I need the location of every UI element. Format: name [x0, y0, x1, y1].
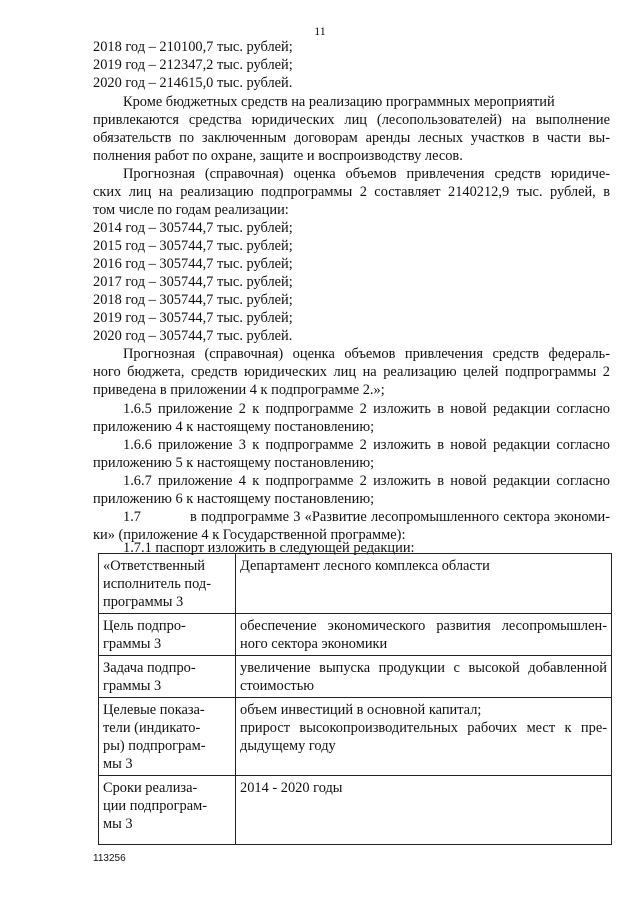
text-line: 2016 год – 305744,7 тыс. рублей; — [93, 256, 293, 272]
text-line: Прогнозная (справочная) оценка объемов привлечения средств юридиче- — [123, 166, 610, 182]
text-line: 1.6.6 приложение 3 к подпрограмме 2 изложить в новой редакции согласно — [123, 437, 610, 453]
text-line: 1.6.7 приложение 4 к подпрограмме 2 изложить в новой редакции согласно — [123, 473, 610, 489]
row-value-line: стоимостью — [240, 678, 315, 694]
row-value-line: ного сектора экономики — [240, 636, 388, 652]
row-value-line: Департамент лесного комплекса области — [240, 558, 490, 574]
text-line: 1.7.1 паспорт изложить в следующей редакции: — [123, 540, 415, 556]
text-line: Кроме бюджетных средств на реализацию программных мероприятий — [123, 94, 555, 110]
row-value-line: обеспечение экономического развития лесопромышлен- — [240, 618, 607, 634]
row-label-cell — [99, 656, 236, 698]
section-number: 1.7 — [123, 509, 141, 525]
table-row — [99, 554, 612, 614]
table-row — [99, 656, 612, 698]
row-value-line: 2014 - 2020 годы — [240, 780, 343, 796]
text-line: приложению 6 к настоящему постановлению; — [93, 491, 375, 507]
page-number: 11 — [314, 24, 326, 38]
row-label-line: Задача подпро- — [103, 660, 196, 676]
text-line: 1.6.5 приложение 2 к подпрограмме 2 изложить в новой редакции согласно — [123, 401, 610, 417]
text-line: приложению 4 к настоящему постановлению; — [93, 419, 375, 435]
passport-table — [98, 553, 612, 845]
text-line: в подпрограмме 3 «Развитие лесопромышленного сектора экономи- — [190, 509, 610, 525]
text-line: Прогнозная (справочная) оценка объемов привлечения средств федераль- — [123, 346, 610, 362]
row-label-line: Целевые показа- — [103, 702, 205, 718]
text-line: обязательств по заключенным договорам аренды лесных участков в части вы- — [93, 130, 610, 146]
row-label-line: ции подпрограм- — [103, 798, 207, 814]
row-value-cell — [236, 776, 612, 845]
row-value-line: увеличение выпуска продукции с высокой добавленной — [240, 660, 607, 676]
text-line: 2017 год – 305744,7 тыс. рублей; — [93, 274, 293, 290]
text-line: ки» (приложение 4 к Государственной программе): — [93, 527, 406, 543]
document-code: 113256 — [93, 853, 126, 864]
row-label-cell — [99, 554, 236, 614]
text-line: 2014 год – 305744,7 тыс. рублей; — [93, 220, 293, 236]
text-line: 2018 год – 210100,7 тыс. рублей; — [93, 39, 293, 55]
row-value-cell — [236, 656, 612, 698]
row-label-line: Сроки реализа- — [103, 780, 198, 796]
row-label-line: Цель подпро- — [103, 618, 186, 634]
row-label-line: мы 3 — [103, 816, 133, 832]
text-line: привлекаются средства юридических лиц (лесопользователей) на выполнение — [93, 112, 610, 128]
text-line: том числе по годам реализации: — [93, 202, 289, 218]
row-label-cell — [99, 776, 236, 845]
text-line: 2015 год – 305744,7 тыс. рублей; — [93, 238, 293, 254]
table-row — [99, 614, 612, 656]
row-value-cell — [236, 554, 612, 614]
row-value-line: прирост высокопроизводительных рабочих мест к пре- — [240, 720, 607, 736]
text-line: ного бюджета, средств юридических лиц на реализацию целей подпрограммы 2 — [93, 364, 610, 380]
row-label-line: «Ответственный — [103, 558, 205, 574]
table-row — [99, 776, 612, 845]
row-label-line: тели (индикато- — [103, 720, 201, 736]
row-value-line: дыдущему году — [240, 738, 336, 754]
text-line: приведена в приложении 4 к подпрограмме 2.»; — [93, 382, 385, 398]
row-label-cell — [99, 698, 236, 776]
text-line: 2020 год – 305744,7 тыс. рублей. — [93, 328, 293, 344]
passport-table-body — [99, 554, 612, 845]
row-label-cell — [99, 614, 236, 656]
text-line: полнения работ по охране, защите и воспроизводству лесов. — [93, 148, 463, 164]
row-label-line: граммы 3 — [103, 678, 162, 694]
text-line: 2020 год – 214615,0 тыс. рублей. — [93, 75, 293, 91]
text-line: 2018 год – 305744,7 тыс. рублей; — [93, 292, 293, 308]
row-label-line: граммы 3 — [103, 636, 162, 652]
row-label-line: мы 3 — [103, 756, 133, 772]
row-label-line: исполнитель под- — [103, 576, 211, 592]
row-label-line: ры) подпрограм- — [103, 738, 206, 754]
text-line: 2019 год – 212347,2 тыс. рублей; — [93, 57, 293, 73]
row-value-cell — [236, 614, 612, 656]
row-value-cell — [236, 698, 612, 776]
text-line: 2019 год – 305744,7 тыс. рублей; — [93, 310, 293, 326]
row-label-line: программы 3 — [103, 594, 184, 610]
text-line: приложению 5 к настоящему постановлению; — [93, 455, 375, 471]
table-row — [99, 698, 612, 776]
text-line: ских лиц на реализацию подпрограммы 2 составляет 2140212,9 тыс. рублей, в — [93, 184, 610, 200]
row-value-line: объем инвестиций в основной капитал; — [240, 702, 482, 718]
